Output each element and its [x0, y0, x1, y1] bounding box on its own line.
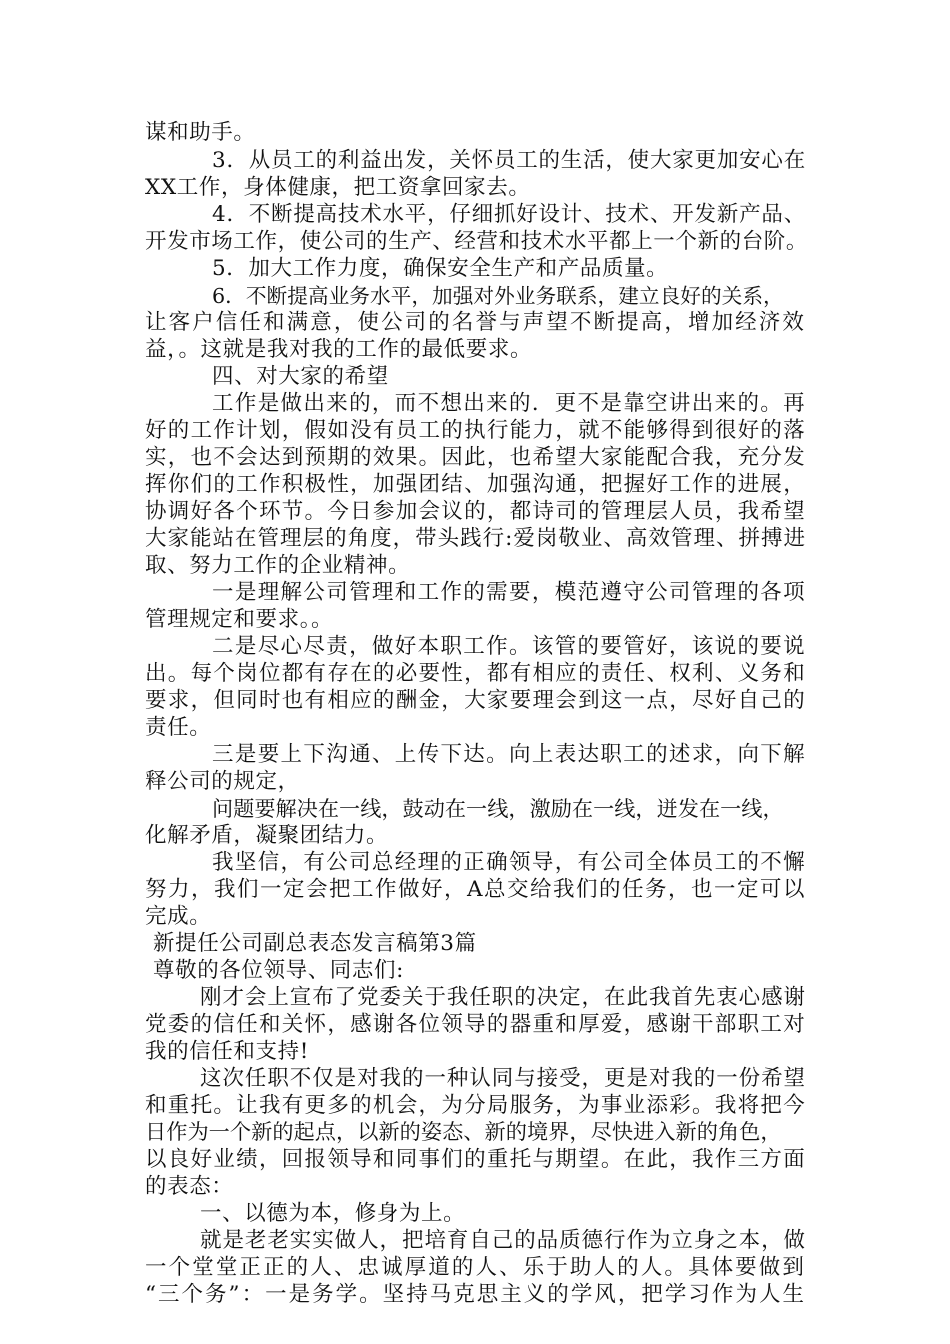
text-line: 二是尽心尽责，做好本职工作。该管的要管好，该说的要说	[212, 634, 806, 659]
text-line: 好的工作计划，假如没有员工的执行能力，就不能够得到很好的落	[145, 418, 806, 443]
text-line: 化解矛盾，凝聚团结力。	[145, 823, 389, 848]
text-line: 问题要解决在一线，鼓动在一线，激励在一线，迸发在一线，	[212, 796, 784, 821]
text-line: 管理规定和要求。。	[145, 607, 334, 632]
text-line: 要求，但同时也有相应的酬金，大家要理会到这一点，尽好自己的	[145, 688, 806, 713]
text-line: 三是要上下沟通、上传下达。向上表达职工的述求，向下解	[212, 742, 806, 767]
text-line: 大家能站在管理层的角度，带头践行:爱岗敬业、高效管理、拼搏进	[145, 526, 806, 551]
text-line: 3．从员工的利益出发，关怀员工的生活，使大家更加安心在	[212, 148, 806, 173]
text-line: 就是老老实实做人，把培育自己的品质德行作为立身之本，做	[200, 1228, 806, 1253]
text-line: 我的信任和支持!	[145, 1039, 309, 1064]
text-line: 努力，我们一定会把工作做好，A总交给我们的任务，也一定可以	[145, 877, 806, 902]
text-line: 让客户信任和满意，使公司的名誉与声望不断提高，增加经济效	[145, 310, 806, 335]
text-line: 完成。	[145, 904, 212, 929]
text-line: 以良好业绩，回报领导和同事们的重托与期望。在此，我作三方面	[145, 1147, 806, 1172]
text-line: 益，。这就是我对我的工作的最低要求。	[145, 337, 533, 362]
text-line: 我坚信，有公司总经理的正确领导，有公司全体员工的不懈	[212, 850, 806, 875]
text-line: 和重托。让我有更多的机会，为分局服务，为事业添彩。我将把今	[145, 1093, 806, 1118]
text-line: 释公司的规定，	[145, 769, 300, 794]
text-line: 工作是做出来的，而不想出来的．更不是靠空讲出来的。再	[212, 391, 806, 416]
text-line: 5．加大工作力度，确保安全生产和产品质量。	[212, 256, 669, 281]
text-line: 一是理解公司管理和工作的需要，模范遵守公司管理的各项	[212, 580, 806, 605]
text-line: 党委的信任和关怀，感谢各位领导的器重和厚爱，感谢干部职工对	[145, 1012, 806, 1037]
text-line: 刚才会上宣布了党委关于我任职的决定，在此我首先衷心感谢	[200, 985, 806, 1010]
text-line: “三个务”：一是务学。坚持马克思主义的学风，把学习作为人生	[145, 1282, 806, 1307]
section-heading: 四、对大家的希望	[212, 364, 389, 389]
section-heading: 一、以德为本，修身为上。	[200, 1201, 466, 1226]
text-line: 实，也不会达到预期的效果。因此，也希望大家能配合我，充分发	[145, 445, 806, 470]
text-line: 挥你们的工作积极性，加强团结、加强沟通，把握好工作的进展，	[145, 472, 806, 497]
article-title: 新提任公司副总表态发言稿第3篇	[153, 931, 477, 956]
text-line: 一个堂堂正正的人、忠诚厚道的人、乐于助人的人。具体要做到	[145, 1255, 806, 1280]
text-line: 日作为一个新的起点，以新的姿态、新的境界，尽快进入新的角色，	[145, 1120, 782, 1145]
text-line: 4．不断提高技术水平，仔细抓好设计、技术、开发新产品、	[212, 202, 806, 227]
text-line: XX工作，身体健康，把工资拿回家去。	[145, 175, 531, 200]
text-line: 的表态：	[145, 1174, 234, 1199]
text-line: 取、努力工作的企业精神。	[145, 553, 411, 578]
text-line: 责任。	[145, 715, 212, 740]
text-line: 这次任职不仅是对我的一种认同与接受，更是对我的一份希望	[200, 1066, 806, 1091]
salutation: 尊敬的各位领导、同志们:	[153, 958, 404, 983]
text-line: 协调好各个环节。今日参加会议的，都诗司的管理层人员，我希望	[145, 499, 806, 524]
text-line: 出。每个岗位都有存在的必要性，都有相应的责任、权利、义务和	[145, 661, 806, 686]
text-line: 谋和助手。	[145, 120, 256, 145]
text-line: 开发市场工作，使公司的生产、经营和技术水平都上一个新的台阶。	[145, 229, 809, 254]
text-line: 6．不断提高业务水平，加强对外业务联系，建立良好的关系，	[212, 284, 784, 308]
